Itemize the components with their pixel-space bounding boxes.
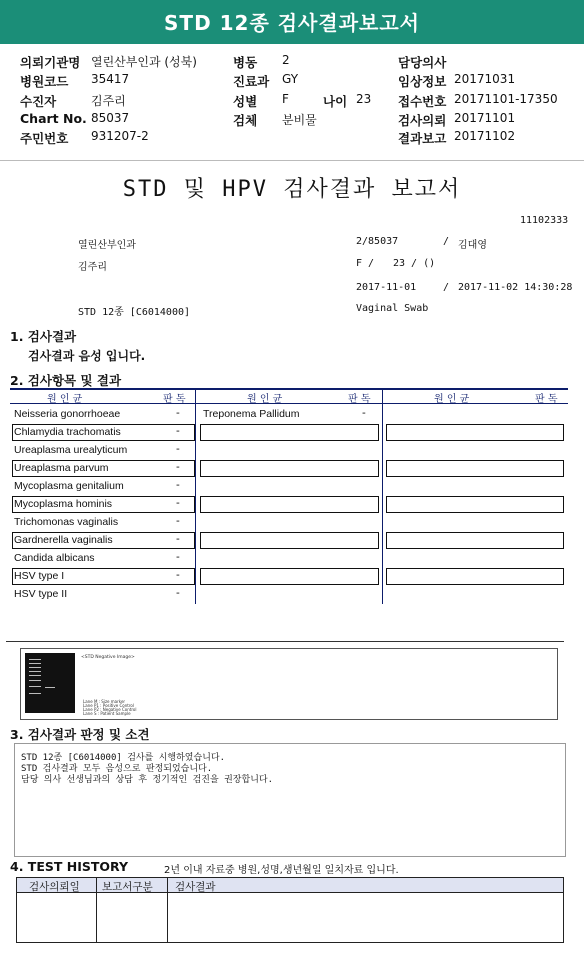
chart-value: 85037 — [91, 111, 130, 125]
clinical-value: 20171031 — [454, 72, 516, 86]
gel-caption: <STD Negative Image> — [81, 655, 135, 660]
gel-band — [45, 687, 55, 688]
empty-result-box — [200, 460, 379, 477]
gel-band — [29, 667, 41, 668]
clinical-label: 임상정보 — [398, 74, 447, 89]
pathogen-name: Mycoplasma hominis — [14, 498, 113, 510]
gel-band — [29, 671, 41, 672]
empty-result-box — [200, 568, 379, 585]
report-date-request: 2017-11-01 — [356, 282, 417, 293]
pathogen-result: - — [176, 479, 180, 491]
report-slash-1: / — [443, 236, 450, 247]
hospital-code-value: 35417 — [91, 72, 130, 86]
gel-legend-line: Lane M : Size marker — [83, 699, 126, 704]
report-sex: F / — [356, 258, 375, 269]
pathogen-name: Candida albicans — [14, 552, 95, 564]
history-col-divider — [96, 878, 97, 942]
empty-result-box — [386, 460, 564, 477]
empty-result-box — [200, 424, 379, 441]
comment-line: STD 검사결과 모두 음성으로 판정되었습니다. — [21, 764, 213, 774]
empty-result-box — [386, 496, 564, 513]
ward-label: 병동 — [233, 55, 258, 70]
resident-label: 주민번호 — [20, 131, 69, 146]
pathogen-result: - — [176, 533, 180, 545]
col-result-header-3: 판 독 — [535, 394, 558, 405]
history-col-result: 검사결과 — [175, 881, 216, 893]
patient-label: 수진자 — [20, 94, 57, 109]
sex-value: F — [282, 92, 289, 106]
pathogen-result: - — [176, 407, 180, 419]
pathogen-result: - — [176, 425, 180, 437]
specimen-value: 분비물 — [282, 113, 317, 127]
pathogen-result: - — [176, 551, 180, 563]
hospital-code-label: 병원코드 — [20, 74, 69, 89]
page-title: STD 12종 검사결과보고서 — [164, 11, 420, 35]
gel-legend-line: Lane P1 : Positive Control — [83, 703, 134, 708]
pathogen-name: Chlamydia trachomatis — [14, 426, 121, 438]
col-pathogen-header-1: 원 인 균 — [47, 394, 83, 405]
chart-label: Chart No. — [20, 111, 87, 126]
report-chart-ref: 2/85037 — [356, 236, 399, 247]
receipt-value: 20171101-17350 — [454, 92, 558, 106]
institution-label: 의뢰기관명 — [20, 55, 81, 70]
gel-image — [25, 653, 75, 713]
comment-line: 담당 의사 선생님과의 상담 후 정기적인 검진을 권장합니다. — [21, 775, 274, 785]
resident-value: 931207-2 — [91, 129, 149, 143]
report-doctor: 김대영 — [458, 240, 487, 251]
age-label: 나이 — [323, 94, 348, 109]
pathogen-result: - — [176, 569, 180, 581]
gel-band — [29, 659, 41, 660]
report-hospital: 열린산부인과 — [78, 240, 136, 251]
table-top-rule — [10, 388, 568, 390]
report-patient: 김주리 — [78, 262, 107, 273]
sex-label: 성별 — [233, 94, 258, 109]
ward-value: 2 — [282, 53, 290, 67]
request-value: 20171101 — [454, 111, 516, 125]
age-value: 23 — [356, 92, 372, 106]
history-col-divider — [167, 878, 168, 942]
gel-legend-line: Lane S : Patient Sample — [83, 711, 131, 716]
gel-band — [29, 680, 41, 681]
col-result-header-2: 판 독 — [348, 394, 371, 405]
report-specimen: Vaginal Swab — [356, 303, 429, 314]
report-title-bar — [0, 0, 584, 44]
table-divider-1 — [195, 388, 196, 604]
pathogen-result: - — [176, 461, 180, 473]
report-title: STD 및 HPV 검사결과 보고서 — [122, 177, 462, 202]
col-result-header-1: 판 독 — [163, 394, 186, 405]
report-date-label: 결과보고 — [398, 131, 447, 146]
pathogen-result: - — [176, 515, 180, 527]
pathogen-name: Gardnerella vaginalis — [14, 534, 113, 546]
table-head-rule — [10, 403, 568, 404]
patient-value: 김주리 — [91, 94, 126, 108]
comment-box — [14, 743, 566, 857]
report-date-report: 2017-11-02 14:30:28 — [458, 282, 573, 293]
gel-band — [29, 686, 41, 687]
col-pathogen-header-3: 원 인 균 — [434, 394, 470, 405]
dept-value: GY — [282, 72, 299, 86]
empty-result-box — [200, 496, 379, 513]
section1-title: 1. 검사결과 — [10, 329, 77, 344]
pathogen-name: Ureaplasma urealyticum — [14, 444, 128, 456]
empty-result-box — [200, 532, 379, 549]
table-divider-2 — [382, 388, 383, 604]
pathogen-result: - — [362, 407, 366, 419]
pathogen-result: - — [176, 443, 180, 455]
gel-band — [29, 663, 41, 664]
specimen-label: 검체 — [233, 113, 258, 128]
gel-legend-line: Lane P2 : Negative Control — [83, 707, 137, 712]
pathogen-result: - — [176, 497, 180, 509]
table-bottom-rule — [6, 641, 564, 642]
institution-value: 열린산부인과 (성북) — [91, 55, 197, 69]
pathogen-name: HSV type II — [14, 588, 68, 600]
history-table — [16, 877, 564, 943]
gel-band — [29, 675, 41, 676]
history-col-report-type: 보고서구분 — [102, 881, 153, 893]
report-number: 11102333 — [520, 215, 569, 226]
pathogen-name: Ureaplasma parvum — [14, 462, 109, 474]
result-summary: 검사결과 음성 입니다. — [28, 349, 146, 363]
col-pathogen-header-2: 원 인 균 — [247, 394, 283, 405]
history-table-header — [17, 878, 563, 893]
report-test-name: STD 12종 [C6014000] — [78, 307, 191, 318]
report-age: 23 / () — [393, 258, 436, 269]
empty-result-box — [386, 568, 564, 585]
report-date-value: 20171102 — [454, 129, 516, 143]
pathogen-name: Mycoplasma genitalium — [14, 480, 124, 492]
empty-result-box — [386, 424, 564, 441]
history-col-request-date: 검사의뢰일 — [29, 881, 80, 893]
gel-image-panel — [20, 648, 558, 720]
receipt-label: 접수번호 — [398, 94, 447, 109]
section2-title: 2. 검사항목 및 결과 — [10, 373, 122, 388]
pathogen-name: HSV type I — [14, 570, 65, 582]
section4-title: 4. TEST HISTORY — [10, 859, 129, 874]
comment-line: STD 12종 [C6014000] 검사를 시행하였습니다. — [21, 753, 226, 763]
pathogen-name: Treponema Pallidum — [203, 408, 300, 420]
empty-result-box — [386, 532, 564, 549]
pathogen-name: Trichomonas vaginalis — [14, 516, 119, 528]
doctor-label: 담당의사 — [398, 55, 447, 70]
pathogen-name: Neisseria gonorrhoeae — [14, 408, 121, 420]
request-label: 검사의뢰 — [398, 113, 447, 128]
header-divider — [0, 160, 584, 161]
section3-title: 3. 검사결과 판정 및 소견 — [10, 727, 150, 742]
dept-label: 진료과 — [233, 74, 270, 89]
history-note: 2년 이내 자료중 병원,성명,생년월일 일치자료 입니다. — [164, 865, 399, 876]
pathogen-result: - — [176, 587, 180, 599]
report-slash-2: / — [443, 282, 450, 293]
gel-band — [29, 693, 41, 694]
